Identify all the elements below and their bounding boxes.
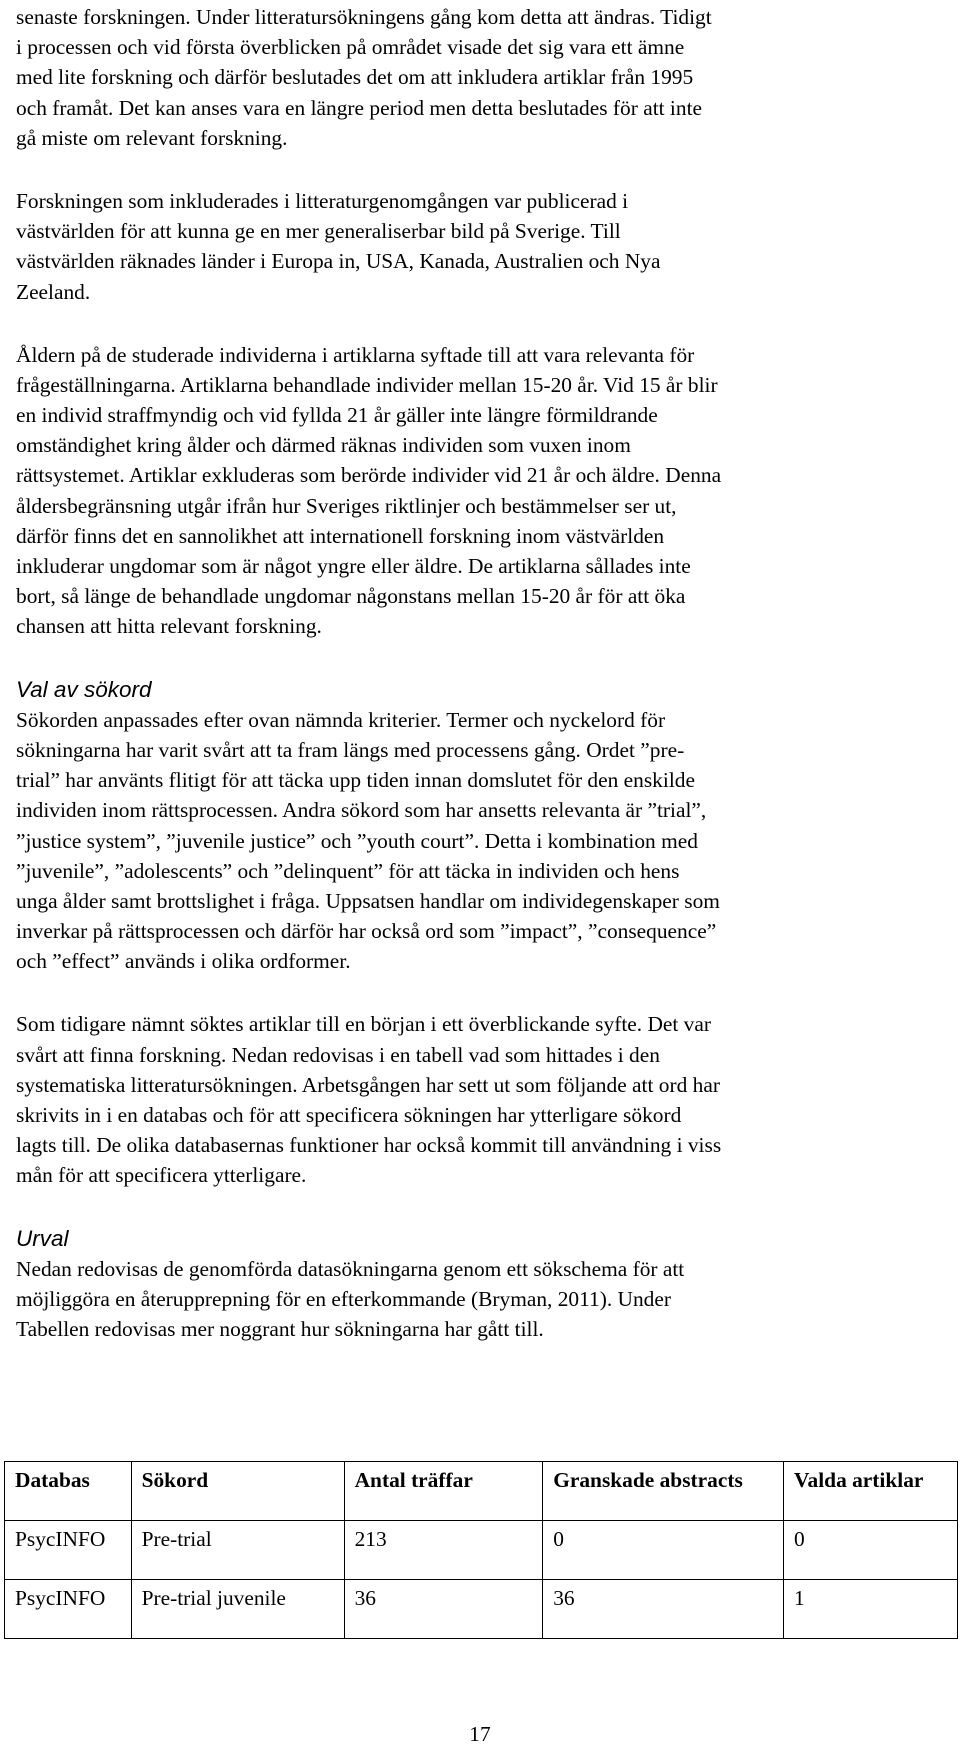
text-line: Nedan redovisas de genomförda datasökningarna genom ett sökschema för att	[16, 1256, 685, 1281]
text-line: Zeeland.	[16, 279, 91, 304]
text-line: senaste forskningen. Under litteratursökningens gång kom detta att ändras. Tidigt	[16, 5, 712, 29]
table-cell-reviewed-abstracts: 36	[543, 1580, 784, 1639]
text-line: chansen att hitta relevant forskning.	[16, 614, 322, 639]
text-line: därför finns det en sannolikhet att internationell forskning inom västvärlden	[16, 523, 665, 548]
document-page	[16, 0, 946, 1344]
text-line: lagts till. De olika databasernas funktioner har också kommit till användning i viss	[16, 1133, 722, 1158]
text-line: rättsystemet. Artiklar exkluderas som berörde individer vid 21 år och äldre. Denna	[16, 463, 722, 488]
paragraph-intro-continuation	[16, 2, 946, 153]
paragraph-search-terms	[16, 705, 946, 977]
text-line: Som tidigare nämnt söktes artiklar till en början i ett överblickande syfte. Det var	[16, 1012, 711, 1037]
section-heading-search-terms: Val av sökord	[16, 676, 152, 702]
text-line: västvärlden räknades länder i Europa in, USA, Kanada, Australien och Nya	[16, 249, 661, 274]
table-cell-search-terms: Pre-trial	[131, 1521, 344, 1580]
text-line: skrivits in i en databas och för att specificera sökningen har ytterligare sökord	[16, 1103, 682, 1127]
table-cell-selected-articles: 0	[784, 1521, 958, 1580]
text-line: svårt att finna forskning. Nedan redovisas i en tabell vad som hittades i den	[16, 1042, 660, 1067]
search-results-table	[4, 1461, 958, 1639]
table-cell-reviewed-abstracts: 0	[543, 1521, 784, 1580]
page-number: 17	[469, 1722, 491, 1746]
column-header-reviewed-abstracts: Granskade abstracts	[543, 1462, 784, 1521]
table-cell-hits: 36	[344, 1580, 543, 1639]
paragraph-age-criteria	[16, 340, 946, 642]
text-line: i processen och vid första överblicken på området visade det sig vara ett ämne	[16, 35, 685, 60]
text-line: inkluderar ungdomar som är något yngre eller äldre. De artiklarna sållades inte	[16, 554, 691, 578]
table-cell-database: PsycINFO	[5, 1521, 132, 1580]
text-line: systematiska litteratursökningen. Arbetsgången har sett ut som följande att ord har	[16, 1072, 720, 1097]
text-line: sökningarna har varit svårt att ta fram längs med processens gång. Ordet ”pre-	[16, 737, 685, 762]
text-line: Forskningen som inkluderades i litteraturgenomgången var publicerad i	[16, 188, 629, 213]
text-line: unga ålder samt brottslighet i fråga. Uppsatsen handlar om individegenskaper som	[16, 888, 720, 913]
text-line: en individ straffmyndig och vid fyllda 21 år gäller inte längre förmildrande	[16, 403, 658, 428]
table-row	[5, 1521, 958, 1580]
table-header-row	[5, 1462, 958, 1521]
text-line: Åldern på de studerade individerna i artiklarna syftade till att vara relevanta för	[16, 342, 695, 367]
column-header-database: Databas	[5, 1462, 132, 1521]
section-heading-selection: Urval	[16, 1225, 69, 1251]
text-line: och framåt. Det kan anses vara en längre period men detta beslutades för att inte	[16, 95, 703, 120]
paragraph-search-process	[16, 1009, 946, 1190]
text-line: individen inom rättsprocessen. Andra sökord som har ansetts relevanta är ”trial”,	[16, 798, 707, 823]
text-line: gå miste om relevant forskning.	[16, 125, 288, 150]
text-line: ”justice system”, ”juvenile justice” och ”youth court”. Detta i kombination med	[16, 828, 698, 853]
text-line: inverkar på rättsprocessen och därför har också ord som ”impact”, ”consequence”	[16, 919, 717, 944]
text-line: bort, så länge de behandlade ungdomar någonstans mellan 15-20 år för att öka	[16, 584, 686, 609]
text-line: möjliggöra en återupprepning för en efterkommande (Bryman, 2011). Under	[16, 1286, 671, 1311]
column-header-hits: Antal träffar	[344, 1462, 543, 1521]
text-line: omständighet kring ålder och därmed räknas individen som vuxen inom	[16, 433, 631, 458]
table-cell-hits: 213	[344, 1521, 543, 1580]
table-cell-selected-articles: 1	[784, 1580, 958, 1639]
text-line: västvärlden för att kunna ge en mer generaliserbar bild på Sverige. Till	[16, 219, 621, 244]
text-line: åldersbegränsning utgår ifrån hur Sveriges riktlinjer och bestämmelser ser ut,	[16, 493, 677, 518]
text-line: med lite forskning och därför beslutades det om att inkludera artiklar från 1995	[16, 65, 694, 90]
column-header-search-terms: Sökord	[131, 1462, 344, 1521]
text-line: Sökorden anpassades efter ovan nämnda kriterier. Termer och nyckelord för	[16, 707, 666, 732]
table-cell-search-terms: Pre-trial juvenile	[131, 1580, 344, 1639]
text-line: mån för att specificera ytterligare.	[16, 1163, 307, 1188]
text-line: och ”effect” används i olika ordformer.	[16, 949, 351, 974]
text-line: ”juvenile”, ”adolescents” och ”delinquent” för att täcka in individen och hens	[16, 858, 680, 883]
text-line: trial” har använts flitigt för att täcka upp tiden innan domslutet för den enskilde	[16, 768, 695, 793]
table-cell-database: PsycINFO	[5, 1580, 132, 1639]
text-line: frågeställningarna. Artiklarna behandlade individer mellan 15-20 år. Vid 15 år blir	[16, 372, 718, 397]
table-row	[5, 1580, 958, 1639]
paragraph-western-world	[16, 186, 946, 307]
text-line: Tabellen redovisas mer noggrant hur sökningarna har gått till.	[16, 1317, 544, 1342]
column-header-selected-articles: Valda artiklar	[784, 1462, 958, 1521]
paragraph-selection	[16, 1254, 946, 1345]
